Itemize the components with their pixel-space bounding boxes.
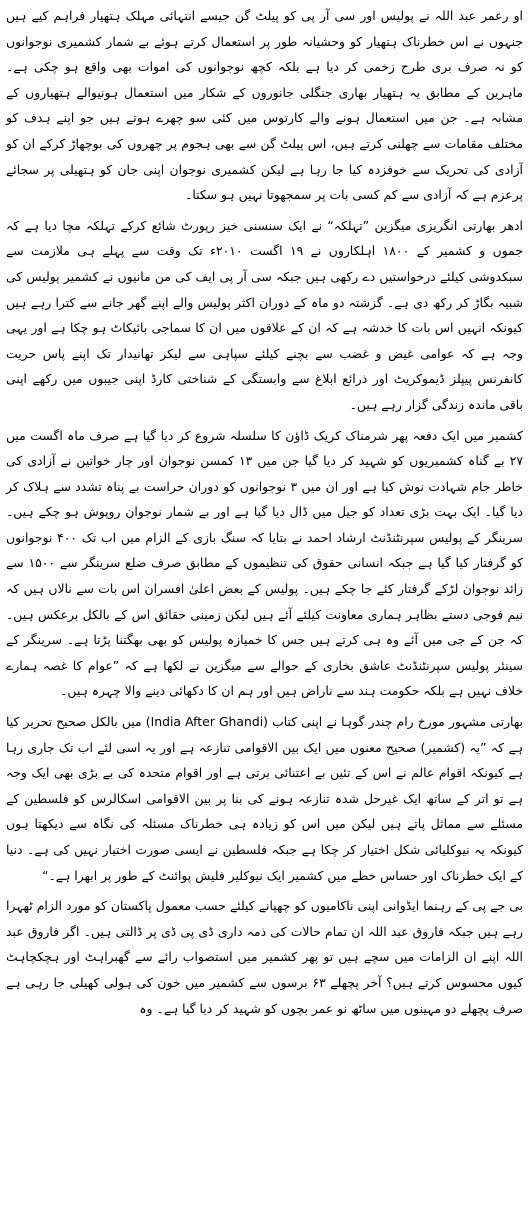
text-line: پھر کشمیر میں استصواب رائے سے گھبراہٹ اور ہچکچاہٹ کیوں محسوس کرتے ہیں؟ آخر پچھلے ۶۳ برسوں سے [6,949,523,990]
paragraph-guha-quote [6,709,523,888]
text-line: کشمیر میں ایک دفعہ پھر شرمناک کریک ڈاؤن کا سلسلہ شروع کر دیا گیا ہے صرف ماہ اگست میں ۲۷ بے گناہ کشمیریوں [6,427,524,469]
text-line: ادھر بھارتی انگریزی میگزین ”تہلکہ“ نے ایک سنسنی خیز رپورٹ شائع کرکے تہلکہ مچا دیا ہے کہ جموں و کشمیر کے [6,217,523,259]
paragraph-crackdown [6,423,523,705]
text-line: اپنے گھر جانے سے کترا رہے ہیں کیونکہ انہیں اس بات کا خدشہ ہے کہ ان کے علاقوں میں ان کا سماجی بائیکاٹ ہو چکا [6,294,524,336]
text-line: سے خوفزدہ کیا جا رہا ہے لیکن کشمیری نوجوان اپنی جان کو ہتھیلی پر سجائے پرعزم ہے کہ آزادی سے کم کسی بات پر سمجھوتا [6,161,523,203]
text-line: خطرناک مسئلہ کی نگاہ سے دیکھتا ہوں کیونکہ یہ نیوکلیائی شکل اختیار کر چکا ہے جبکہ فلسطین نے ایسی صورت اختیار نہیں کی [6,816,523,857]
text-line: او رعمر عبد اللہ نے پولیس اور سی آر پی کو پیلٹ گن جیسے انتہائی مہلک ہتھیار فراہم کیے ہیں جنہوں نے اس خطرناک [6,8,523,49]
text-line: کانفرنس پیپلز ڈیموکریٹ اور ذرائع ابلاغ سے وابستگی کے شناختی کارڈ اپنی جیبوں میں رکھے اپنی باقی ماندہ زندگی [6,371,523,412]
text-line: میں اب تک ۴۰۰ نوجوانوں کو گرفتار کیا گیا ہے جبکہ انسانی حقوق کی تنظیموں کے مطابق صرف ضلع سرینگر سے [6,529,523,571]
paragraph-pellet-guns [6,3,523,208]
text-line: بی جے پی کے رہنما ایڈوانی اپنی ناکامیوں کو چھپانے کیلئے حسب معمول پاکستان کو مورد الزام ٹھہرا رہے ہیں جبکہ [6,898,523,939]
text-line: ہونیوالے ہتھیاروں کے مشابہ ہے۔ جن میں استعمال ہونے والے کارتوس میں کئی سو چھرے ہوتے ہیں جو اپنے ہدف [6,84,524,126]
text-line: نوجوانوں کی اموات بھی واقع ہو چکی ہے۔ ماہرین کے مطابق یہ ہتھیار بھاری جنگلی جانوروں کے شکار میں استعمال [6,59,523,100]
text-line: ۱۸۰۰ اہلکاروں نے ۱۹ اگست ۲۰۱۰ء تک وقت سے پہلے ہی ملازمت سے سبکدوشی کیلئے درخواستیں دے رکھی ہیں [6,243,523,284]
text-line: جبکہ سی آر پی ایف کی من مانیوں نے کشمیر پولیس کی شبیہ بگاڑ کر رکھ دی ہے۔ گزشتہ دو ماہ کے دوران اکثر پولیس والے [6,268,523,310]
text-line: حوالے سے میگزین نے لکھا ہے کہ ”عوام کا غصہ ہمارے خلاف نہیں ہے بلکہ حکومت ہند سے ناراض ہیں اور ہم ان کا [6,657,523,699]
text-line: اور بے شمار نوجوان روپوش ہو چکے ہیں۔ سرینگر کے پولیس سپرنٹنڈنٹ ارشاد احمد نے بتایا کہ سنگ بازی کے الزام [6,504,523,545]
text-line: ۱۵۰۰ سے زائد نوجوان لڑکے گرفتار کئے جا چکے ہیں۔ پولیس کے بعض اعلیٰ افسران اس بات سے نالاں ہیں کہ نیم [6,555,523,622]
text-line: نے اس کے تئیں بے اعتنائی برتی ہے اور اقوام متحدہ کی بے بڑی بھی ایک وجہ ہے تو اتر کے ساتھ ایک غیرحل شدہ [6,765,523,806]
text-line: گزار رہے ہیں۔ [349,396,428,412]
paragraph-tehelka-report [6,213,523,418]
text-line: فوجی دستے بظاہر ہماری معاونت کیلئے آئے ہیں لیکن زمینی حقائق اس کے بالکل برعکس ہیں۔ کہ جن کے جی میں آئے [6,606,523,648]
text-line: کو شہید کر دیا گیا جن میں ۱۳ کمسن نوجوان اور چار خواتین نے آزادی کی خاطر جام شہادت نوش کیا ہے اور ان میں [6,453,523,494]
text-line: وہ ہی کرتے ہیں جس کا خمیازہ پولیس کو بھی بھگتنا پڑتا ہے۔ سرینگر کے سینئر پولیس سپرنٹنڈنٹ عاشق بخاری کے [6,632,523,673]
text-line: ہتھیار کو وحشیانہ طور پر استعمال کرتے ہوئے بے شمار کشمیری نوجوانوں کو نہ صرف بری طرح زخمی کر دیا ہے بلکہ کچھ [6,33,523,75]
text-line: فاروق عبد اللہ ان تمام حالات کی ذمہ داری ڈی پی ڈی پر ڈالتی ہیں۔ اگر فاروق عبد اللہ اپنے ان الزامات میں سچے ہیں تو [6,923,523,965]
text-line: ۳ نوجوانوں کو دوران حراست بے پناہ تشدد سے ہلاک کر دیا گیا۔ ایک بہت بڑی تعداد کو جیل میں ڈال دیا گیا ہے [6,478,523,520]
text-line: ہے۔ دنیا کے ایک خطرناک اور حساس خطے میں کشمیر ایک نیوکلیر فلیش پوائنٹ کے طور پر ابھرا ہے۔“ [6,842,523,883]
text-line: دکھائی دینے والا چہرہ ہیں۔ [60,683,204,699]
text-line: بھارتی مشہور مورخ رام چندر گوہا نے اپنی کتاب (India After Ghandi) میں بالکل صحیح تحریر کیا ہے [6,714,523,755]
paragraph-bjp-advani [6,893,523,1021]
text-line: کو مختلف مقامات سے چھلنی کرتے ہیں، اس پیلٹ گن سے بھی ہجوم پر چھروں کی بوچھاڑ کرکے ان کو آزادی کی تحریک [6,110,523,177]
text-line: نہیں ہو سکتا۔ [185,187,263,203]
text-line: تنازعہ ہونے کی بنا پر بین الاقوامی اسکالرس کو فلسطین کے مسئلے سے مماثل پاتے ہیں لیکن میں اس کو زیادہ ہی [6,790,523,832]
text-line: کہ ”یہ (کشمیر) صحیح معنوں میں ایک بین الاقوامی تنازعہ ہے اور یہ اسی لئے اب تک جاری رہا ہے کیونکہ اقوام عالم [6,739,523,781]
text-line: کشمیر میں خون کی ہولی کھیلی جا رہی ہے صرف پچھلے دو مہینوں میں ساٹھ نو عمر بچوں کو شہید کر دیا گیا ہے۔ وہ [6,974,523,1016]
text-line: ہے اور یہی وجہ ہے کہ عوامی غیض و غضب سے بچنے کیلئے سپاہی سے لیکر تھانیدار تک اپنے پاس حریت [6,320,523,361]
